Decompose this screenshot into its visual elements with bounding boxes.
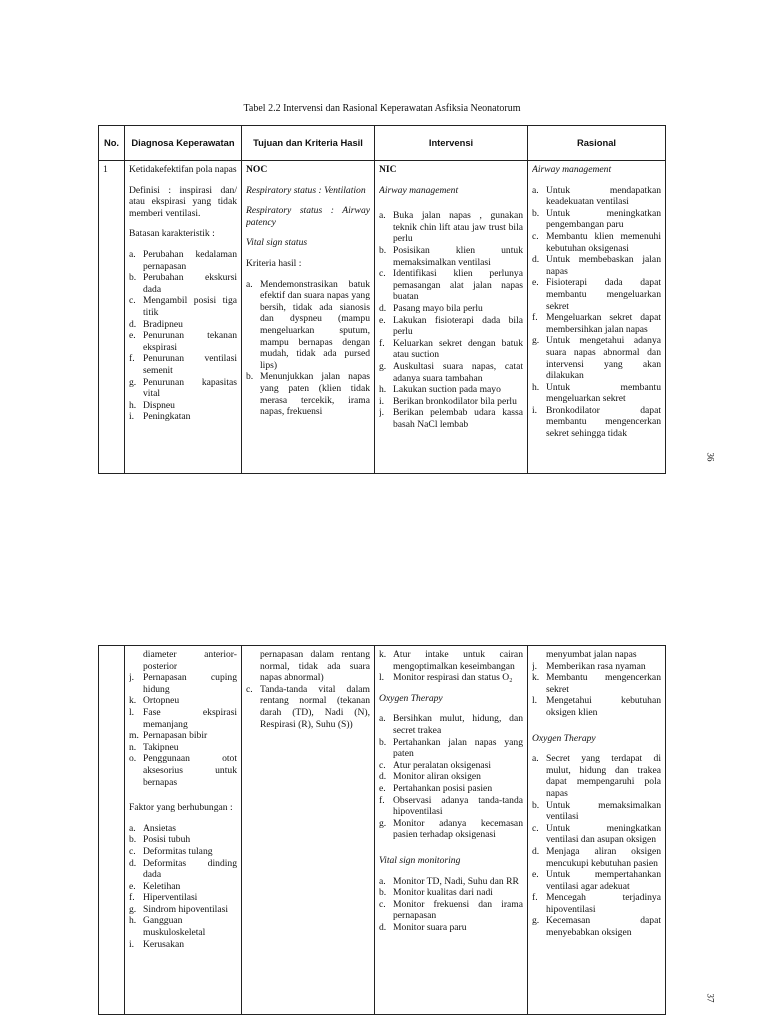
list-item-text: Hiperventilasi — [143, 892, 198, 904]
list-marker: i. — [129, 411, 135, 423]
list-item — [129, 742, 237, 754]
header-diagnosa: Diagnosa Keperawatan — [125, 126, 242, 161]
airway-management-heading: Airway management — [532, 164, 612, 175]
list-item — [129, 295, 237, 318]
cell-rasional — [528, 161, 666, 474]
list-marker: e. — [379, 782, 386, 794]
list-item — [379, 887, 523, 899]
list-marker: c. — [532, 230, 539, 242]
list-marker: k. — [532, 672, 540, 684]
list-item-text: Secret yang terdapat di mulut, hidung dan trakea dapat mempengaruhi pola napas — [546, 753, 661, 799]
intervention-table-page-37 — [98, 645, 666, 1015]
oxygen-therapy-heading: Oxygen Therapy — [532, 732, 596, 744]
cell-tujuan — [242, 646, 375, 1015]
list-item-text: Untuk membantu mengeluarkan sekret — [546, 381, 661, 405]
list-item-text: Mengetahui kebutuhan oksigen klien — [546, 695, 661, 718]
list-item-text: Atur peralatan oksigenasi — [393, 759, 492, 771]
list-item-text: diameter anterior-posterior — [143, 649, 237, 672]
list-marker: d. — [129, 857, 137, 869]
list-marker: i. — [379, 395, 385, 407]
list-marker: a. — [532, 753, 539, 765]
list-item — [379, 315, 523, 338]
list-item-text: Untuk memaksimalkan ventilasi — [546, 799, 661, 823]
list-item — [532, 846, 661, 869]
list-item — [379, 338, 523, 361]
list-item — [379, 771, 523, 783]
list-marker: g. — [129, 903, 137, 915]
list-item — [129, 904, 237, 916]
cell-no — [99, 646, 125, 1015]
list-item — [379, 396, 523, 408]
list-item-text: Posisi tubuh — [143, 834, 191, 846]
tujuan-b-text: Menunjukkan jalan napas yang paten (klien tidak merasa tercekik, irama napas, frekuensi — [260, 371, 370, 418]
list-item-text: Penurunan ventilasi semenit — [143, 353, 237, 376]
list-item-text: Pertahankan jalan napas yang paten — [393, 736, 523, 760]
list-item-text: Penggunaan otot aksesorius untuk bernapas — [143, 753, 237, 788]
list-item: b. Menunjukkan jalan napas yang paten (klien tidak merasa tercekik, irama napas, frekuensi — [246, 371, 370, 418]
list-marker: l. — [532, 695, 538, 707]
list-item — [532, 823, 661, 846]
list-marker: d. — [532, 845, 540, 857]
oxygen-therapy-heading: Oxygen Therapy — [379, 692, 443, 704]
list-item-text: Mengambil posisi tiga titik — [143, 295, 237, 318]
list-marker: a. — [379, 713, 386, 725]
list-item — [379, 795, 523, 818]
list-item — [532, 231, 661, 254]
table-row — [99, 646, 666, 1015]
table-caption: Tabel 2.2 Intervensi dan Rasional Keperawatan Asfiksia Neonatorum — [243, 103, 521, 114]
list-item-text: Peningkatan — [143, 411, 191, 423]
list-marker: c. — [379, 268, 386, 280]
list-marker: i. — [129, 938, 135, 950]
list-marker: a. — [379, 875, 386, 887]
list-item — [532, 695, 661, 718]
diagnosa-items-cont — [129, 649, 237, 788]
list-item-text: Lakukan suction pada mayo — [393, 384, 501, 396]
header-rasional: Rasional — [528, 126, 666, 161]
list-marker: f. — [129, 353, 135, 365]
header-no: No. — [99, 126, 125, 161]
list-marker: b. — [532, 207, 540, 219]
list-item-text: Sindrom hipoventilasi — [143, 903, 229, 915]
diagnosa-items — [129, 249, 237, 423]
list-item-text: Untuk mengetahui adanya suara napas abnormal dan intervensi yang akan dilakukan — [546, 335, 661, 382]
list-marker: g. — [379, 360, 387, 372]
list-item — [129, 753, 237, 788]
list-item-text: Keluarkan sekret dengan batuk atau suction — [393, 337, 523, 361]
rasional-items — [532, 185, 661, 440]
list-item-text: Buka jalan napas , gunakan teknik chin lift atau jaw trust bila perlu — [393, 210, 523, 245]
list-marker: c. — [532, 822, 539, 834]
list-item-text: Pasang mayo bila perlu — [393, 302, 483, 314]
list-marker: h. — [129, 399, 137, 411]
list-item-text: Monitor aliran oksigen — [393, 771, 481, 783]
list-item-text: Observasi adanya tanda-tanda hipoventilasi — [393, 794, 523, 818]
cell-intervensi — [375, 646, 528, 1015]
list-item-text: Auskultasi suara napas, catat adanya suara tambahan — [393, 360, 523, 384]
vital-items — [379, 876, 523, 934]
list-item-text: Posisikan klien untuk memaksimalkan ventilasi — [393, 244, 523, 268]
list-marker: g. — [379, 817, 387, 829]
diagnosa-definisi: Definisi : inspirasi dan/ atau ekspirasi yang tidak memberi ventilasi. — [129, 184, 237, 219]
list-item-text: Mengeluarkan sekret dapat membersihkan jalan napas — [546, 312, 661, 335]
vital-sign-monitoring-heading: Vital sign monitoring — [379, 854, 461, 866]
list-item-text: Penurunan tekanan ekspirasi — [143, 330, 237, 353]
list-marker: c. — [129, 295, 136, 307]
rasional-oxygen-items — [532, 753, 661, 939]
list-item — [379, 737, 523, 760]
header-intervensi: Intervensi — [375, 126, 528, 161]
list-marker: b. — [379, 736, 387, 748]
list-item-text: Monitor frekuensi dan irama pernapasan — [393, 898, 523, 922]
list-marker: e. — [379, 314, 386, 326]
list-marker: h. — [379, 384, 387, 396]
list-marker: a. — [379, 210, 386, 222]
list-item-text: Untuk mendapatkan keadekuatan ventilasi — [546, 184, 661, 208]
list-marker: l. — [129, 706, 135, 718]
diagnosa-batasan: Batasan karakteristik : — [129, 228, 215, 240]
list-item-text: Bradipneu — [143, 318, 183, 330]
diagnosa-title: Ketidakefektifan pola napas — [129, 164, 237, 175]
list-item — [379, 210, 523, 245]
intervensi-items-cont — [379, 649, 523, 684]
list-marker: o. — [129, 753, 137, 765]
table-header-row — [99, 126, 666, 161]
list-marker: a. — [129, 248, 136, 260]
intervensi-items — [379, 210, 523, 430]
list-item-text: Fisioterapi dada dapat membantu mengeluarkan sekret — [546, 277, 661, 312]
list-item-text: Memberikan rasa nyaman — [546, 660, 646, 672]
list-item — [129, 707, 237, 730]
list-item — [532, 277, 661, 312]
list-item-text: Pernapasan bibir — [143, 730, 208, 742]
rasional-items-cont — [532, 661, 661, 719]
list-item-text: Dispneu — [143, 399, 175, 411]
list-marker: e. — [532, 869, 539, 881]
list-marker: f. — [532, 312, 538, 324]
cell-intervensi — [375, 161, 528, 474]
list-item — [532, 869, 661, 892]
list-item-text: Keletihan — [143, 880, 181, 892]
list-marker: k. — [129, 695, 137, 707]
list-item — [129, 400, 237, 412]
list-item-text: Monitor respirasi dan status O₂ — [393, 672, 513, 684]
list-item — [129, 892, 237, 904]
list-item — [129, 695, 237, 707]
list-item-text: Deformitas tulang — [143, 845, 213, 857]
list-item — [129, 377, 237, 400]
tujuan-c-text: Tanda-tanda vital dalam rentang normal (tekanan darah (TD), Nadi (N), Respirasi (R), Suhu (S)) — [260, 683, 370, 730]
list-item-text: Monitor kualitas dari nadi — [393, 887, 493, 899]
list-marker: e. — [129, 330, 136, 342]
list-item — [379, 384, 523, 396]
list-marker: i. — [532, 404, 538, 416]
list-marker: a. — [532, 184, 539, 196]
cell-diagnosa — [125, 161, 242, 474]
faktor-berhubungan: Faktor yang berhubungan : — [129, 802, 233, 814]
list-item — [129, 730, 237, 742]
cell-diagnosa — [125, 646, 242, 1015]
list-item — [129, 881, 237, 893]
list-marker: g. — [532, 915, 540, 927]
list-item — [129, 823, 237, 835]
list-marker: b. — [129, 834, 137, 846]
list-item — [379, 268, 523, 303]
list-item-text: Membantu mengencerkan sekret — [546, 672, 661, 695]
rasional-cont-text: menyumbat jalan napas — [546, 649, 637, 660]
list-item — [129, 846, 237, 858]
list-marker: f. — [532, 892, 538, 904]
list-item — [129, 858, 237, 881]
list-item-text: Kerusakan — [143, 938, 185, 950]
faktor-items — [129, 823, 237, 951]
list-marker: k. — [379, 649, 387, 660]
list-marker: b. — [532, 799, 540, 811]
list-item-text: Monitor adanya kecemasan pasien terhadap oksigenasi — [393, 817, 523, 841]
list-marker: l. — [379, 672, 385, 684]
list-marker: h. — [532, 381, 540, 393]
list-item-text: Gangguan muskuloskeletal — [143, 915, 206, 939]
list-marker: j. — [532, 660, 538, 672]
list-item — [532, 405, 661, 440]
page-number: 36 — [705, 452, 716, 462]
list-item — [129, 319, 237, 331]
list-item-text: Pertahankan posisi pasien — [393, 782, 493, 794]
cell-rasional — [528, 646, 666, 1015]
list-marker: a. — [129, 822, 136, 834]
list-item-text: Bersihkan mulut, hidung, dan secret trakea — [393, 713, 523, 736]
list-marker: h. — [129, 915, 137, 927]
list-marker: c. — [379, 759, 386, 771]
noc-label: NOC — [246, 164, 268, 175]
list-item — [379, 783, 523, 795]
list-item-text: Menjaga aliran oksigen mencukupi kebutuhan pasien — [546, 845, 661, 869]
list-item-text: Mencegah terjadinya hipoventilasi — [546, 892, 661, 915]
list-item — [129, 411, 237, 423]
list-item — [129, 330, 237, 353]
list-item — [129, 834, 237, 846]
header-tujuan: Tujuan dan Kriteria Hasil — [242, 126, 375, 161]
list-item-text: Berikan bronkodilator bila perlu — [393, 395, 517, 407]
respiratory-ventilation: Respiratory status : Ventilation — [246, 184, 366, 196]
kriteria-hasil: Kriteria hasil : — [246, 257, 302, 269]
list-marker: j. — [129, 672, 135, 684]
list-item — [129, 249, 237, 272]
list-item-text: Untuk mempertahankan ventilasi agar adekuat — [546, 869, 661, 892]
list-item-text: Monitor suara paru — [393, 921, 467, 933]
list-marker: g. — [532, 335, 540, 347]
list-marker: d. — [379, 302, 387, 314]
page-number: 37 — [705, 993, 716, 1003]
intervention-table-page-36 — [98, 125, 666, 474]
list-marker: d. — [379, 921, 387, 933]
list-item — [129, 939, 237, 951]
list-marker: e. — [532, 277, 539, 289]
list-item — [129, 272, 237, 295]
tujuan-cont-text: pernapasan dalam rentang normal, tidak ada suara napas abnormal) — [260, 649, 370, 684]
list-marker: f. — [379, 794, 385, 806]
list-item — [379, 407, 523, 430]
list-item — [532, 672, 661, 695]
list-item — [379, 361, 523, 384]
list-marker: e. — [129, 880, 136, 892]
list-item-text: Fase ekspirasi memanjang — [143, 706, 237, 730]
list-item — [379, 899, 523, 922]
list-item — [532, 661, 661, 673]
list-marker: m. — [129, 730, 139, 742]
list-marker: b. — [379, 887, 387, 899]
list-item-text: Takipneu — [143, 741, 179, 753]
list-item — [379, 649, 523, 672]
list-item — [379, 713, 523, 736]
list-item: a. Mendemonstrasikan batuk efektif dan suara napas yang bersih, tidak ada sianosis dan dyspneu (mampu mengeluarkan sputum, mampu bernapas dengan mudah, tidak ada pursed lips) — [246, 278, 370, 371]
list-item-text: Kecemasan dapat menyebabkan oksigen — [546, 915, 661, 939]
list-marker: g. — [129, 376, 137, 388]
list-item — [532, 915, 661, 938]
list-item-text: Lakukan fisioterapi dada bila perlu — [393, 314, 523, 338]
list-item — [532, 208, 661, 231]
list-item — [129, 672, 237, 695]
oxygen-items — [379, 713, 523, 841]
list-item-text: Berikan pelembab udara kassa basah NaCl lembab — [393, 407, 523, 430]
list-item — [532, 312, 661, 335]
list-marker: b. — [379, 244, 387, 256]
list-marker: f. — [129, 892, 135, 904]
list-item — [532, 254, 661, 277]
list-marker: d. — [379, 771, 387, 783]
list-item — [379, 303, 523, 315]
list-item — [129, 649, 237, 672]
list-item — [379, 922, 523, 934]
list-item-text: Untuk membebaskan jalan napas — [546, 254, 661, 277]
list-item — [532, 753, 661, 799]
list-item — [532, 800, 661, 823]
list-item-text: Penurunan kapasitas vital — [143, 376, 237, 400]
list-item-text: Monitor TD, Nadi, Suhu dan RR — [393, 875, 519, 887]
list-marker: n. — [129, 741, 137, 753]
list-item — [532, 185, 661, 208]
list-item-text: Ansietas — [143, 822, 177, 834]
list-item — [129, 915, 237, 938]
vital-sign-status: Vital sign status — [246, 237, 308, 249]
list-item-text: Untuk meningkatkan pengembangan paru — [546, 207, 661, 231]
table-row — [99, 161, 666, 474]
list-item-text: Deformitas dinding dada — [143, 857, 237, 881]
list-item-text: Perubahan kedalaman pernapasan — [143, 248, 237, 272]
cell-tujuan — [242, 161, 375, 474]
list-item — [379, 818, 523, 841]
list-marker: j. — [379, 407, 385, 419]
list-marker: c. — [129, 845, 136, 857]
airway-management-heading: Airway management — [379, 184, 459, 196]
list-item-text: Pernapasan cuping hidung — [143, 672, 237, 695]
list-item — [129, 353, 237, 376]
list-item-text: Untuk meningkatkan ventilasi dan asupan oksigen — [546, 822, 661, 846]
respiratory-airway: Respiratory status : Airway patency — [246, 205, 370, 228]
list-item — [379, 672, 523, 684]
list-item — [532, 382, 661, 405]
list-marker: d. — [129, 318, 137, 330]
list-item-text: Ortopneu — [143, 695, 180, 707]
list-item — [379, 760, 523, 772]
nic-label: NIC — [379, 164, 397, 175]
cell-no: 1 — [99, 161, 125, 474]
list-marker: b. — [129, 272, 137, 284]
list-item: c. Tanda-tanda vital dalam rentang normal (tekanan darah (TD), Nadi (N), Respirasi (R), Suhu (S)) — [246, 683, 370, 730]
list-item-text: Identifikasi klien perlunya pemasangan alat jalan napas buatan — [393, 268, 523, 303]
list-item — [379, 245, 523, 268]
list-marker: c. — [379, 898, 386, 910]
list-marker: d. — [532, 254, 540, 266]
tujuan-a-text: Mendemonstrasikan batuk efektif dan suara napas yang bersih, tidak ada sianosis dan dyspneu (mampu mengeluarkan sputum, mampu bernapas dengan mudah, tidak ada pursed lips) — [260, 278, 370, 371]
list-marker: f. — [379, 337, 385, 349]
list-item — [532, 335, 661, 381]
list-item-text: Atur intake untuk cairan mengoptimalkan keseimbangan — [393, 649, 523, 672]
list-item-text: Perubahan ekskursi dada — [143, 272, 237, 295]
list-item-text: Bronkodilator dapat membantu mengencerkan sekret sehingga tidak — [546, 404, 661, 440]
list-item — [532, 892, 661, 915]
list-item-text: Membantu klien memenuhi kebutuhan oksigenasi — [546, 230, 661, 254]
list-item — [379, 876, 523, 888]
